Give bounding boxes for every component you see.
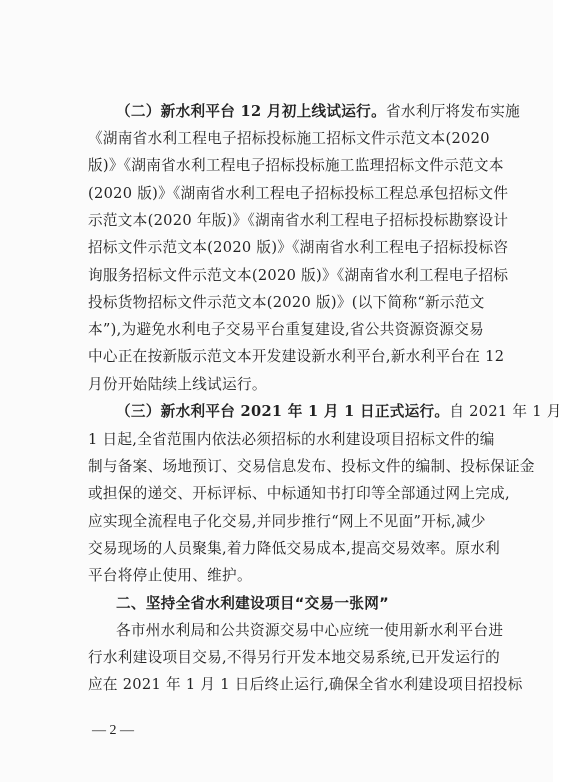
section-2-first-line [88, 102, 521, 122]
paragraph-line: 本”),为避免水利电子交易平台重复建设,省公共资源资源交易 [88, 321, 484, 338]
paragraph-line: 《湖南省水利工程电子招标投标施工招标文件示范文本(2020 [88, 130, 490, 147]
section-3-first-line [88, 402, 562, 422]
paragraph-line: 版)》《湖南省水利工程电子招标投标施工监理招标文件示范文本 [88, 157, 504, 174]
section-2-text: 省水利厅将发布实施 [385, 103, 521, 120]
paragraph-line [88, 621, 504, 641]
section-3-title: （三）新水利平台 2021 年 1 月 1 日正式运行。 [116, 403, 450, 420]
paragraph-line: 应在 2021 年 1 月 1 日后终止运行,确保全省水利建设项目招投标 [88, 676, 523, 693]
paragraph-line: 行水利建设项目交易,不得另行开发本地交易系统,已开发运行的 [88, 649, 501, 666]
section-heading: 二、坚持全省水利建设项目“交易一张网” [116, 595, 389, 612]
paragraph-line: 投标货物招标文件示范文本(2020 版)》(以下简称“新示范文 [88, 294, 485, 311]
paragraph-line: 或担保的递交、开标评标、中标通知书打印等全部通过网上完成, [88, 485, 510, 502]
paragraph-line: 招标文件示范文本(2020 版)》《湖南省水利工程电子招标投标咨 [88, 239, 509, 256]
paragraph-line: 示范文本(2020 年版)》《湖南省水利工程电子招标投标勘察设计 [88, 212, 509, 229]
paragraph-line: 1 日起,全省范围内依法必须招标的水利建设项目招标文件的编 [88, 431, 495, 448]
paragraph-line: 中心正在按新版示范文本开发建设新水利平台,新水利平台在 12 [88, 348, 505, 365]
section-3-text: 自 2021 年 1 月 [449, 403, 562, 420]
paragraph-line: (2020 版)》《湖南省水利工程电子招标投标工程总承包招标文件 [88, 185, 509, 202]
paragraph-line: 平台将停止使用、维护。 [88, 567, 252, 584]
paragraph-line: 询服务招标文件示范文本(2020 版)》《湖南省水利工程电子招标 [88, 267, 509, 284]
paragraph-line: 制与备案、场地预订、交易信息发布、投标文件的编制、投标保证金 [88, 458, 535, 475]
paragraph-text: 各市州水利局和公共资源交易中心应统一使用新水利平台进 [116, 622, 504, 639]
paragraph-line: 交易现场的人员聚集,着力降低交易成本,提高交易效率。原水利 [88, 540, 501, 557]
paragraph-line: 应实现全流程电子化交易,并同步推行“网上不见面”开标,减少 [88, 513, 486, 530]
paragraph-line: 月份开始陆续上线试运行。 [88, 376, 267, 393]
section-2-title: （二）新水利平台 12 月初上线试运行。 [116, 103, 386, 120]
page-number: — 2 — [92, 723, 134, 738]
